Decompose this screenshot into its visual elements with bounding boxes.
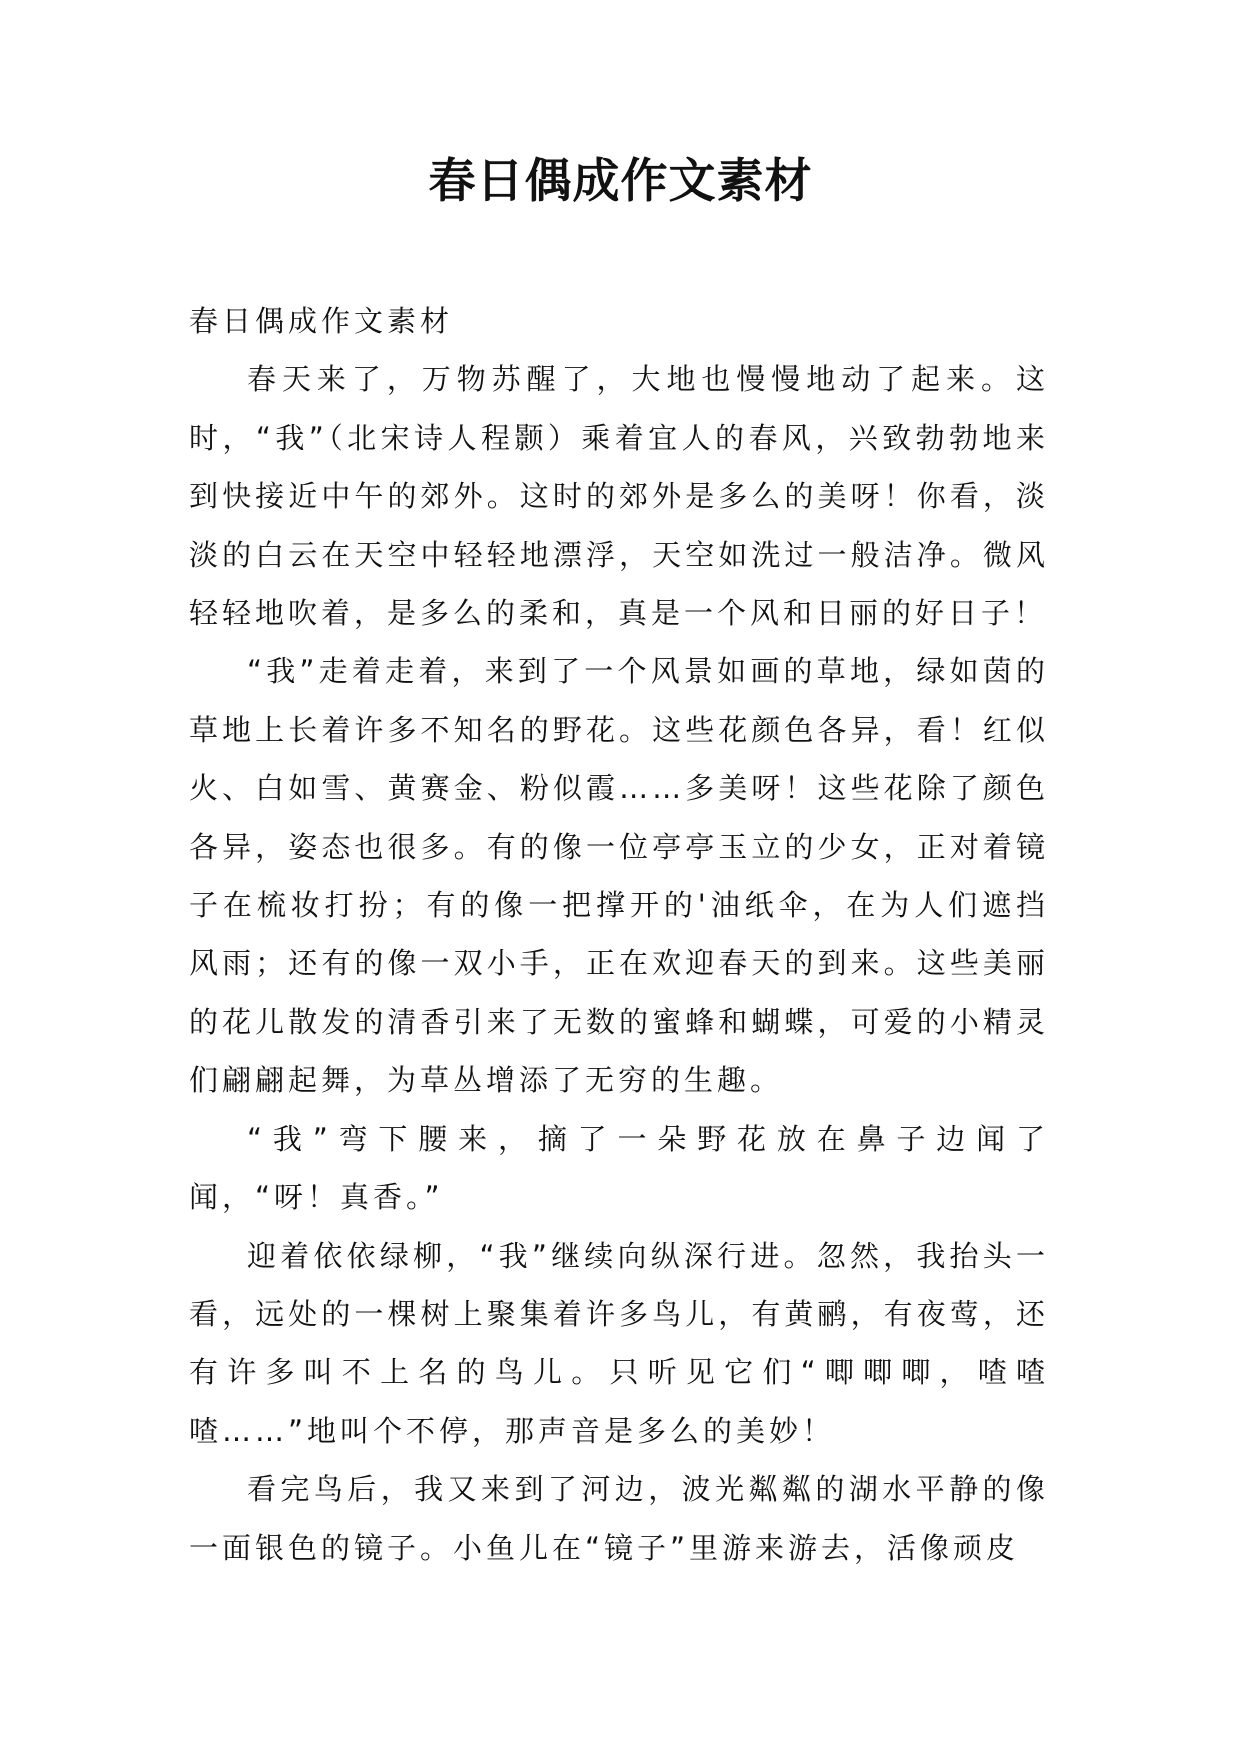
paragraph-4: 迎着依依绿柳，“我”继续向纵深行进。忽然，我抬头一看，远处的一棵树上聚集着许多鸟儿，有黄鹂，有夜莺，还有许多叫不上名的鸟儿。只听见它们“唧唧唧，喳喳喳……”地叫个不停，那声音是多么的美妙！ — [189, 1238, 1049, 1448]
document-title: 春日偶成作文素材 — [428, 154, 813, 209]
paragraph-1: 春天来了，万物苏醒了，大地也慢慢地动了起来。这时，“我”（北宋诗人程颢）乘着宜人的春风，兴致勃勃地来到快接近中午的郊外。这时的郊外是多么的美呀！你看，淡淡的白云在天空中轻轻地漂浮，天空如洗过一般洁净。微风轻轻地吹着，是多么的柔和，真是一个风和日丽的好日子！ — [189, 362, 1049, 631]
document-body — [189, 292, 1049, 1577]
document-subtitle: 春日偶成作文素材 — [189, 304, 454, 338]
paragraph-2: “我”走着走着，来到了一个风景如画的草地，绿如茵的草地上长着许多不知名的野花。这些花颜色各异，看！红似火、白如雪、黄赛金、粉似霞……多美呀！这些花除了颜色各异，姿态也很多。有的像一位亭亭玉立的少女，正对着镜子在梳妆打扮；有的像一把撑开的'油纸伞，在为人们遮挡风雨；还有的像一双小手，正在欢迎春天的到来。这些美丽的花儿散发的清香引来了无数的蜜蜂和蝴蝶，可爱的小精灵们翩翩起舞，为草丛增添了无穷的生趣。 — [189, 654, 1049, 1098]
paragraph-3: “我”弯下腰来，摘了一朵野花放在鼻子边闻了闻，“呀！真香。” — [189, 1121, 1049, 1215]
paragraph-5: 看完鸟后，我又来到了河边，波光粼粼的湖水平静的像一面银色的镜子。小鱼儿在“镜子”里游来游去，活像顽皮 — [189, 1472, 1049, 1565]
